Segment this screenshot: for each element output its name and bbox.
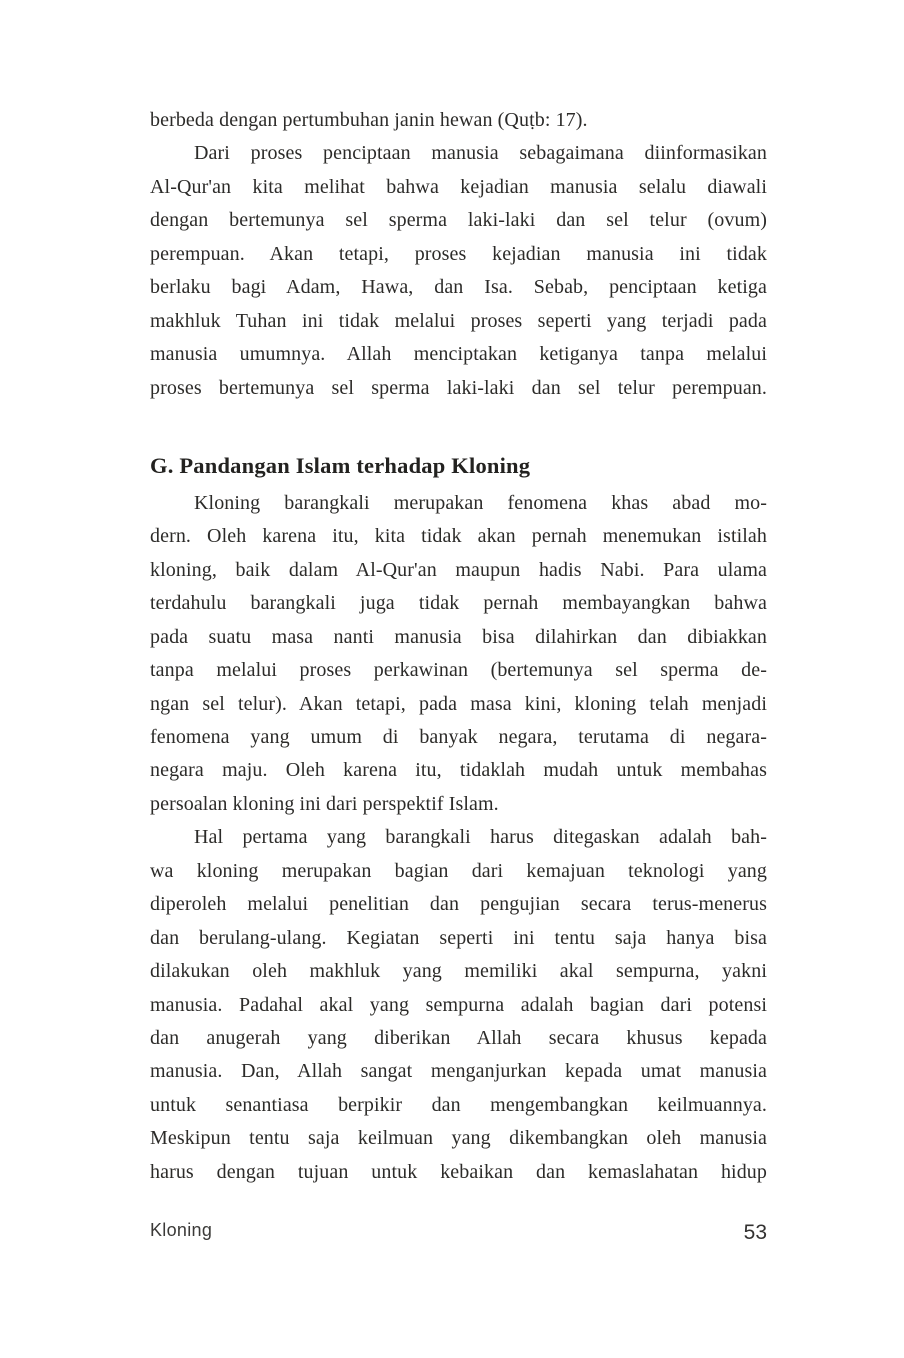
paragraph-kloning-fenomena-modern [150, 487, 767, 821]
text-line: dilakukan oleh makhluk yang memiliki akal sempurna, yakni [150, 960, 767, 983]
text-line: harus dengan tujuan untuk kebaikan dan kemaslahatan hidup [150, 1160, 767, 1183]
text-line: Kloning barangkali merupakan fenomena khas abad mo- [194, 491, 767, 514]
text-line: negara maju. Oleh karena itu, tidaklah mudah untuk membahas [150, 759, 767, 782]
text-line: Dari proses penciptaan manusia sebagaimana diinformasikan [194, 142, 767, 165]
text-line: berbeda dengan pertumbuhan janin hewan (Quṭb: 17). [150, 109, 588, 131]
paragraph-proses-penciptaan [150, 137, 767, 405]
text-line: Hal pertama yang barangkali harus ditegaskan adalah bah- [194, 826, 767, 849]
text-line: dan berulang-ulang. Kegiatan seperti ini tentu saja hanya bisa [150, 926, 767, 949]
text-line: manusia umumnya. Allah menciptakan ketiganya tanpa melalui [150, 343, 767, 366]
text-line: persoalan kloning ini dari perspektif Islam. [150, 792, 499, 815]
text-line: terdahulu barangkali juga tidak pernah membayangkan bahwa [150, 592, 767, 615]
text-line: pada suatu masa nanti manusia bisa dilahirkan dan dibiakkan [150, 625, 767, 648]
text-line: proses bertemunya sel sperma laki-laki dan sel telur perempuan. [150, 376, 767, 399]
text-line: Al-Qur'an kita melihat bahwa kejadian manusia selalu diawali [150, 175, 767, 198]
text-line: manusia. Padahal akal yang sempurna adalah bagian dari potensi [150, 993, 767, 1016]
text-line: ngan sel telur). Akan tetapi, pada masa kini, kloning telah menjadi [150, 692, 767, 715]
text-line: kloning, baik dalam Al-Qur'an maupun hadis Nabi. Para ulama [150, 558, 767, 581]
text-line: perempuan. Akan tetapi, proses kejadian manusia ini tidak [150, 242, 767, 265]
page-footer [150, 1220, 767, 1245]
text-line: tanpa melalui proses perkawinan (bertemunya sel sperma de- [150, 659, 767, 682]
text-line: wa kloning merupakan bagian dari kemajuan teknologi yang [150, 859, 767, 882]
text-line: dengan bertemunya sel sperma laki-laki dan sel telur (ovum) [150, 209, 767, 232]
text-line: fenomena yang umum di banyak negara, terutama di negara- [150, 726, 767, 748]
text-line: untuk senantiasa berpikir dan mengembangkan keilmuannya. [150, 1093, 767, 1116]
text-line: dern. Oleh karena itu, kita tidak akan pernah menemukan istilah [150, 525, 767, 548]
page-number: 53 [743, 1221, 767, 1244]
text-line: berlaku bagi Adam, Hawa, dan Isa. Sebab, penciptaan ketiga [150, 276, 767, 299]
text-line: manusia. Dan, Allah sangat menganjurkan kepada umat manusia [150, 1060, 767, 1083]
paragraph-hal-pertama-teknologi [150, 821, 767, 1189]
running-title: Kloning [150, 1220, 213, 1240]
page-text-block [150, 104, 767, 1189]
section-heading-pandangan-islam: G. Pandangan Islam terhadap Kloning [150, 452, 531, 478]
text-line: Meskipun tentu saja keilmuan yang dikembangkan oleh manusia [150, 1127, 767, 1150]
text-line: dan anugerah yang diberikan Allah secara khusus kepada [150, 1026, 767, 1049]
text-line: makhluk Tuhan ini tidak melalui proses seperti yang terjadi pada [150, 309, 767, 332]
paragraph-continuation-fragment [150, 104, 767, 137]
text-line: diperoleh melalui penelitian dan pengujian secara terus-menerus [150, 893, 767, 916]
